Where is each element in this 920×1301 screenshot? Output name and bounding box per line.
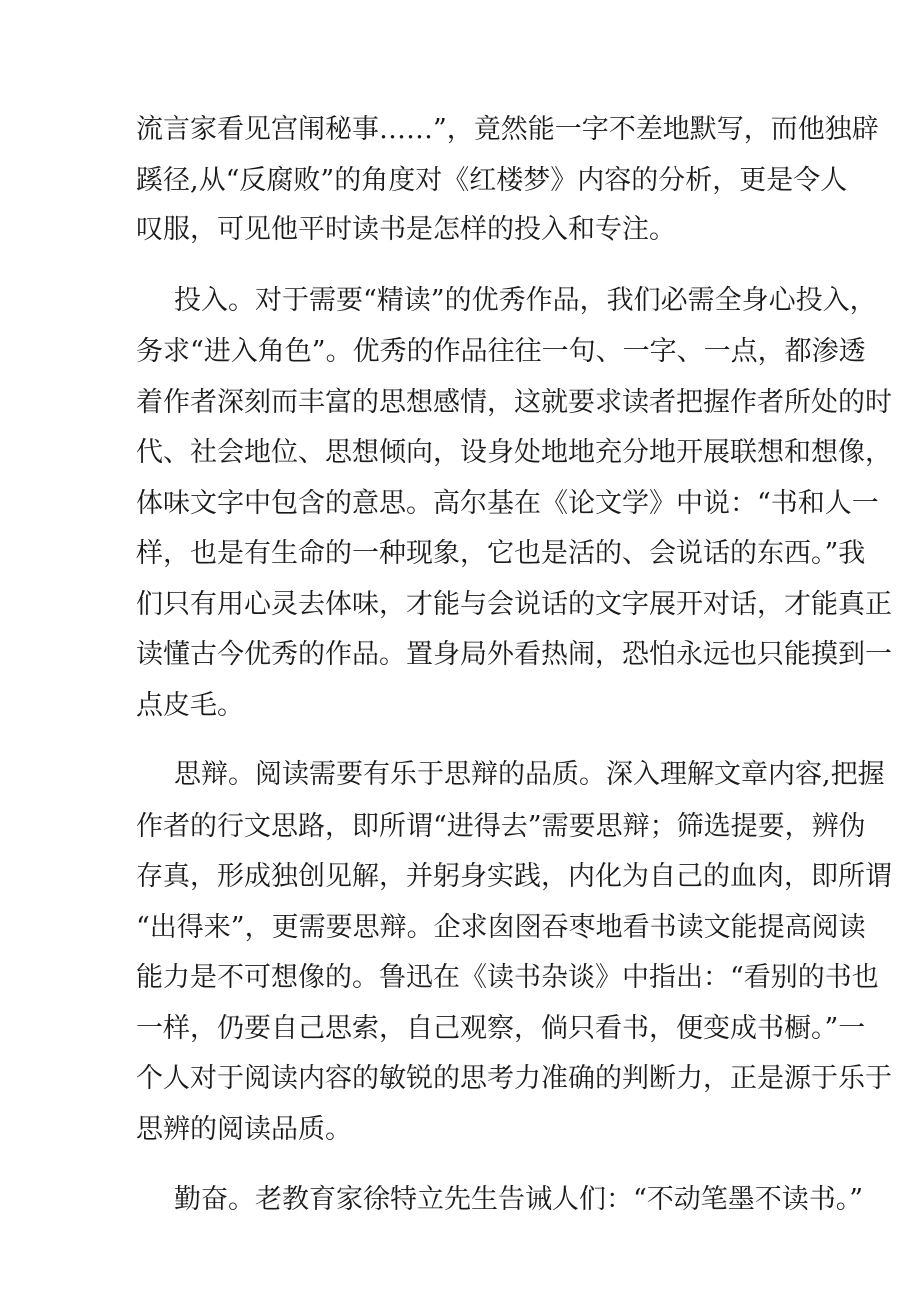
paragraph-3-line-8: 思辨的阅读品质。 xyxy=(136,1114,352,1145)
paragraph-4-line-1: 勤奋。老教育家徐特立先生告诫人们：“不动笔墨不读书。” xyxy=(174,1184,864,1215)
paragraph-2-line-4: 代、社会地位、思想倾向，设身处地地充分地开展联想和想像， xyxy=(136,437,892,468)
paragraph-3-line-3: 存真，形成独创见解，并躬身实践，内化为自己的血肉，即所谓 xyxy=(136,861,892,892)
paragraph-2-line-2: 务求“进入角色”。优秀的作品往往一句、一字、一点，都渗透 xyxy=(136,336,866,367)
paragraph-2-line-8: 读懂古今优秀的作品。置身局外看热闹，恐怕永远也只能摸到一 xyxy=(136,639,892,670)
paragraph-2-line-9: 点皮毛。 xyxy=(136,690,244,721)
paragraph-3-line-5: 能力是不可想像的。鲁迅在《读书杂谈》中指出：“看别的书也 xyxy=(136,962,879,993)
paragraph-1-line-1: 流言家看见宫闱秘事……”，竟然能一字不差地默写，而他独辟 xyxy=(136,114,879,145)
paragraph-2-line-1: 投入。对于需要“精读”的优秀作品，我们必需全身心投入， xyxy=(174,285,877,316)
paragraph-2-line-3: 着作者深刻而丰富的思想感情，这就要求读者把握作者所处的时 xyxy=(136,387,892,418)
paragraph-3-line-6: 一样，仍要自己思索，自己观察，倘只看书，便变成书橱。”一 xyxy=(136,1013,866,1044)
paragraph-1-line-3: 叹服，可见他平时读书是怎样的投入和专注。 xyxy=(136,214,676,245)
paragraph-2-line-6: 样，也是有生命的一种现象，它也是活的、会说话的东西。”我 xyxy=(136,538,866,569)
paragraph-3-line-2: 作者的行文思路，即所谓“进得去”需要思辩；筛选提要，辨伪 xyxy=(136,811,866,842)
paragraph-3-line-4: “出得来”，更需要思辩。企求囱囹吞枣地看书读文能提高阅读 xyxy=(136,912,866,943)
paragraph-2-line-7: 们只有用心灵去体味，才能与会说话的文字展开对话，才能真正 xyxy=(136,589,892,620)
paragraph-2-line-5: 体味文字中包含的意思。高尔基在《论文学》中说：“书和人一 xyxy=(136,488,879,519)
paragraph-1-line-2: 蹊径,从“反腐败”的角度对《红楼梦》内容的分析，更是令人 xyxy=(136,165,848,196)
paragraph-3-line-1: 思辩。阅读需要有乐于思辩的品质。深入理解文章内容,把握 xyxy=(174,759,885,790)
paragraph-3-line-7: 个人对于阅读内容的敏锐的思考力准确的判断力，正是源于乐于 xyxy=(136,1063,892,1094)
